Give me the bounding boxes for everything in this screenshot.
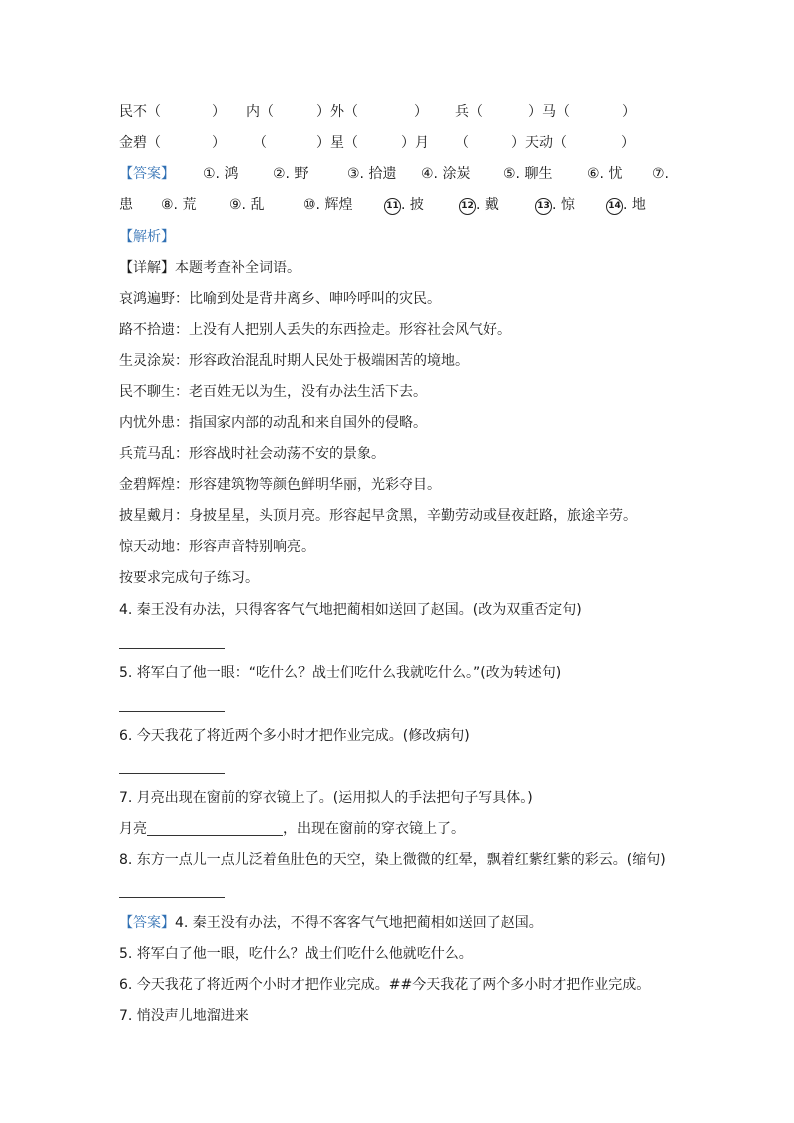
- answer-item: ⑧. 荒: [161, 197, 197, 213]
- answer-item: ④. 涂炭: [421, 166, 471, 182]
- question-4: 4. 秦王没有办法，只得客客气气地把蔺相如送回了赵国。(改为双重否定句): [119, 602, 582, 618]
- question-7-fill: 月亮 ，出现在窗前的穿衣镜上了。: [119, 821, 465, 837]
- analysis-tag: 【解析】: [119, 229, 175, 245]
- fill-text: ）: [621, 135, 635, 151]
- fill-underline: [147, 820, 283, 836]
- answer-item: 11 . 披: [384, 195, 424, 215]
- question-6: 6. 今天我花了将近两个多小时才把作业完成。(修改病句): [119, 728, 470, 744]
- question-8: 8. 东方一点儿一点儿泛着鱼肚色的天空，染上微微的红晕，飘着红紫红紫的彩云。(缩句): [119, 852, 666, 868]
- answer-item: ③. 拾遗: [347, 166, 397, 182]
- circled-number: 11: [384, 198, 401, 215]
- answer-tag: 【答案】: [119, 166, 175, 182]
- analysis-line: 民不聊生：老百姓无以为生，没有办法生活下去。: [119, 384, 427, 400]
- answer2-line-4: 7. 悄没声儿地溜进来: [119, 1008, 249, 1024]
- circled-number: 12: [459, 198, 476, 215]
- answer-item: ⑨. 乱: [229, 197, 265, 213]
- analysis-line: 路不拾遗：上没有人把别人丢失的东西捡走。形容社会风气好。: [119, 322, 511, 338]
- analysis-line: 惊天动地：形容声音特别响亮。: [119, 539, 315, 555]
- fill-text: 兵（: [455, 104, 483, 120]
- answer2-line-3: 6. 今天我花了将近两个小时才把作业完成。##今天我花了两个多小时才把作业完成。: [119, 977, 651, 993]
- answer-item: ⑦.: [652, 166, 670, 182]
- question-5: 5. 将军白了他一眼：“吃什么？战士们吃什么我就吃什么。”(改为转述句): [119, 665, 562, 681]
- fill-text: ）: [414, 104, 428, 120]
- fill-text: ）星（: [316, 135, 358, 151]
- answer-item: ②. 野: [273, 166, 309, 182]
- fill-text: （: [253, 135, 267, 151]
- answer-item: 14 . 地: [606, 195, 646, 215]
- analysis-line: 披星戴月：身披星星，头顶月亮。形容起早贪黑，辛勤劳动或昼夜赶路，旅途辛劳。: [119, 508, 637, 524]
- answer-blank: [119, 897, 225, 898]
- answer-item: ⑥. 忧: [587, 166, 623, 182]
- analysis-line: 兵荒马乱：形容战时社会动荡不安的景象。: [119, 446, 385, 462]
- question-7: 7. 月亮出现在窗前的穿衣镜上了。(运用拟人的手法把句子写具体。): [119, 790, 533, 806]
- circled-number: 14: [606, 198, 623, 215]
- fill-text: ）外（: [316, 104, 358, 120]
- fill-text: （: [455, 135, 469, 151]
- answer-item: 患: [119, 197, 133, 213]
- answer-item: ⑩. 辉煌: [303, 197, 353, 213]
- answer-item: 13 . 惊: [535, 195, 575, 215]
- fill-text: ）马（: [528, 104, 570, 120]
- answer-item: 12 . 戴: [459, 195, 499, 215]
- answer-blank: [119, 773, 225, 774]
- fill-text: ）: [212, 135, 226, 151]
- analysis-line: 金碧辉煌：形容建筑物等颜色鲜明华丽，光彩夺目。: [119, 477, 441, 493]
- answer2-line-2: 5. 将军白了他一眼，吃什么？战士们吃什么他就吃什么。: [119, 946, 473, 962]
- fill-text: 民不（: [119, 104, 161, 120]
- answer-item: ①. 鸿: [203, 166, 239, 182]
- fill-text: ）月: [401, 135, 429, 151]
- detail-line: 【详解】本题考查补全词语。: [119, 260, 301, 276]
- circled-number: 13: [535, 198, 552, 215]
- answer2-line-1: 【答案】4. 秦王没有办法，不得不客客气气地把蔺相如送回了赵国。: [119, 915, 543, 931]
- fill-text: ）天动（: [511, 135, 567, 151]
- fill-text: ）: [212, 104, 226, 120]
- answer-item: ⑤. 聊生: [503, 166, 553, 182]
- answer-blank: [119, 648, 225, 649]
- answer-blank: [119, 711, 225, 712]
- analysis-line: 哀鸿遍野：比喻到处是背井离乡、呻吟呼叫的灾民。: [119, 291, 441, 307]
- analysis-line: 按要求完成句子练习。: [119, 570, 259, 586]
- analysis-line: 内忧外患：指国家内部的动乱和来自国外的侵略。: [119, 415, 427, 431]
- fill-text: 内（: [246, 104, 274, 120]
- analysis-line: 生灵涂炭：形容政治混乱时期人民处于极端困苦的境地。: [119, 353, 469, 369]
- fill-text: 金碧（: [119, 135, 161, 151]
- fill-text: ）: [622, 104, 636, 120]
